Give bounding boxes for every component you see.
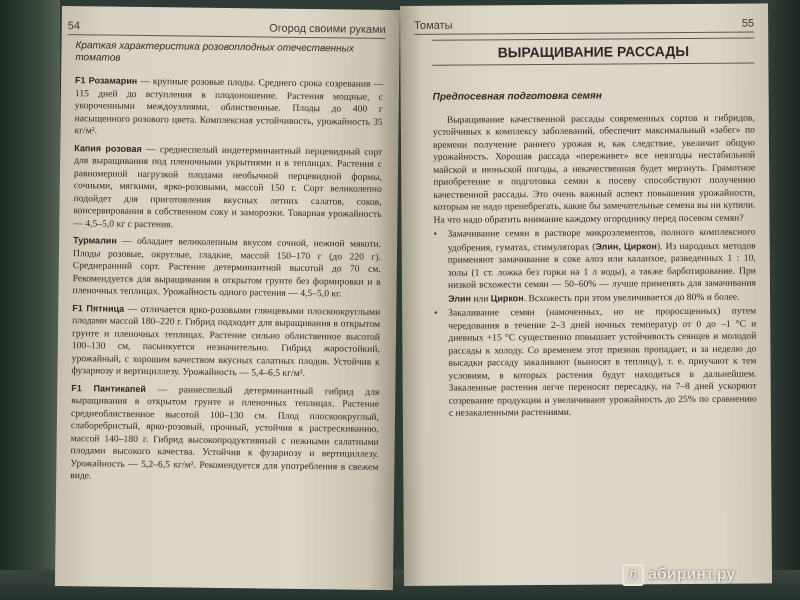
- entry-rosamarin: [74, 74, 383, 141]
- right-running-title: Томаты: [414, 19, 453, 32]
- list-item: [434, 306, 757, 421]
- bullet-text: Закаливание семян (намоченных, но не проросщенных) путем чередования в течение 2–3 дней ночных температур от 0 до –1 °С и дневных +15 °С существенно повышает устойчивость сеянцев и молодой рассады к холоду. Со временем этот признак пропадает, и за неделю до высадки рассаду закаливают (выносят в теплицу), т. е. приучают к тем условиям, в которых растения будут находиться в дальнейшем. Закаленные растения легче переносят пересадку, на 7–8 дней ускоряют созревание продукции и увеличивают урожайность до 25% по сравнению с незакаленными растениями.: [448, 305, 757, 419]
- entry-name: Турмалин: [73, 235, 117, 246]
- entry-pyatnitsa: [71, 302, 380, 382]
- right-page-number: 55: [741, 17, 755, 30]
- bullet-text-start: Замачивание семян в растворе микроэлементов, полного комплексного удобрения, гуматах, стимуляторах (: [447, 226, 756, 254]
- labirint-watermark: [622, 563, 792, 587]
- list-item: [434, 227, 757, 306]
- left-page-number: 54: [67, 20, 81, 33]
- subsection-title: Предпосевная подготовка семян: [432, 90, 602, 103]
- bullet-icon: •: [434, 307, 438, 319]
- entry-text: — крупные розовые плоды. Среднего срока созревания — 115 дней до вступления в плодоношение. Растения мощные, с укороченными междоузлиями, облиственные. Плоды до 400 г насыщенного розового цвета. Комплексная устойчивость, урожайность 35 кг/м².: [74, 75, 384, 137]
- background-left: [0, 0, 60, 600]
- entry-kapiya: [73, 142, 382, 234]
- section-title: ВЫРАЩИВАНИЕ РАССАДЫ: [432, 38, 754, 66]
- labirint-logo-icon: Л: [622, 564, 644, 586]
- right-running-head: [414, 18, 754, 35]
- bullet-text-middle: ). Из народных методов применяют замачивание в соке алоэ или каланхое, разведенных 1 : 10, золы (1 ст. ложка без горки на 1 л воды), а также барботирование. При низкой всхожести семян — 50–60% — лучше применять для замачивания: [447, 240, 756, 291]
- bullet-text-end: . Всхожесть при этом увеличивается до 80% и более.: [523, 291, 740, 304]
- watermark-text: абиринт.ру: [648, 566, 736, 583]
- left-running-head: [68, 20, 386, 39]
- entry-pantikapey: [70, 382, 379, 487]
- entry-text: — отличается ярко-розовыми глянцевыми плоскоокруглыми плодами массой 180–220 г. Гибрид подходит для выращивания в открытом грунте и пленочных теплицах. Растение сильно облиственное высотой 100–130 см, пасынкуется незначительно. Гибрид жаростойкий, урожайный, с хорошим качеством вкусных салатных плодов. Устойчив к фузариозу и вертициллезу. Урожайность — 5,4–6,5 кг/м².: [71, 303, 381, 379]
- left-page: [55, 6, 400, 590]
- entry-name: Капия розовая: [74, 142, 142, 154]
- entry-name: F1 Розамарин: [75, 75, 138, 86]
- bullet-bold-term: Элин, Циркон: [595, 240, 657, 252]
- bullet-bold-term: Элин: [448, 293, 471, 304]
- bullet-icon: •: [433, 228, 437, 240]
- entry-text: — среднеспелый индетерминантный перцевидный сорт для выращивания под пленочными укрытиями и в теплицах. Растения с равномерной нагрузкой плодами необычной перцевидной формы, сочными, мягкими, ярко-розовыми, массой 150 г. Сорт великолепно подойдет для приготовления вкусных летних салатов, соков, консервирования в собственном соку и заморозки. Товарная урожайность — 4,5–5,0 кг с растения.: [73, 143, 383, 230]
- right-page-content: [432, 38, 757, 421]
- bullet-bold-term: Циркон: [490, 292, 524, 303]
- bullet-list: [434, 227, 757, 421]
- entry-name: F1 Пятница: [72, 302, 125, 314]
- entry-turmalin: [72, 234, 381, 301]
- left-page-content: [70, 40, 383, 490]
- entry-text: — раннеспелый детерминантный гибрид для выращивания в открытом грунте и пленочных теплицах. Растение среднеоблиственное высотой 100–130 см. Плод плоскоокруглый, слаборебристый, ярко-розовый, прочный, устойчив к растрескиванию, массой 140–180 г. Гибрид высокопродуктивный с нежными салатными плодами высокого качества. Устойчив к фузариозу и вертициллезу. Урожайность — 5,2–6,5 кг/м². Рекомендуется для употребления в свежем виде.: [70, 383, 380, 482]
- entry-text: — обладает великолепным вкусом сочной, нежной мякоти. Плоды розовые, округлые, гладкие, массой 150–170 г (до 220 г). Среднеранний сорт. Растение детерминантной высотой до 70 см. Рекомендуется для выращивания в открытом грунте без формировки и в пленочных теплицах. Урожайность одного растения — 4,5–5,0 кг.: [72, 235, 382, 300]
- bullet-text-joiner: или: [470, 292, 491, 305]
- left-running-title: Огород своими руками: [269, 22, 386, 36]
- entry-name: F1 Пантикапей: [71, 382, 146, 394]
- intro-paragraph: Выращивание качественной рассады современных сортов и гибридов, устойчивых к комплексу заболеваний, обеспечит максимальный «забег» по времени получение раннего урожая и, как следствие, увеличит общую урожайность. Хорошая рассада «переживет» все невзгоды нестабильной майской и июньской погоды, а некачественная будет мерзнуть. Грамотное приобретение и подготовка семян к посеву способствуют получению качественной рассады. Это очень важный аспект повышения урожайности, которым не надо пренебрегать, какие бы замечательные семена вы ни купили. На что надо обратить внимание каждому огороднику перед посевом семян?: [432, 112, 756, 226]
- right-page: [400, 3, 772, 586]
- intro-heading: Краткая характеристика розовоплодных отечественных томатов: [75, 40, 355, 64]
